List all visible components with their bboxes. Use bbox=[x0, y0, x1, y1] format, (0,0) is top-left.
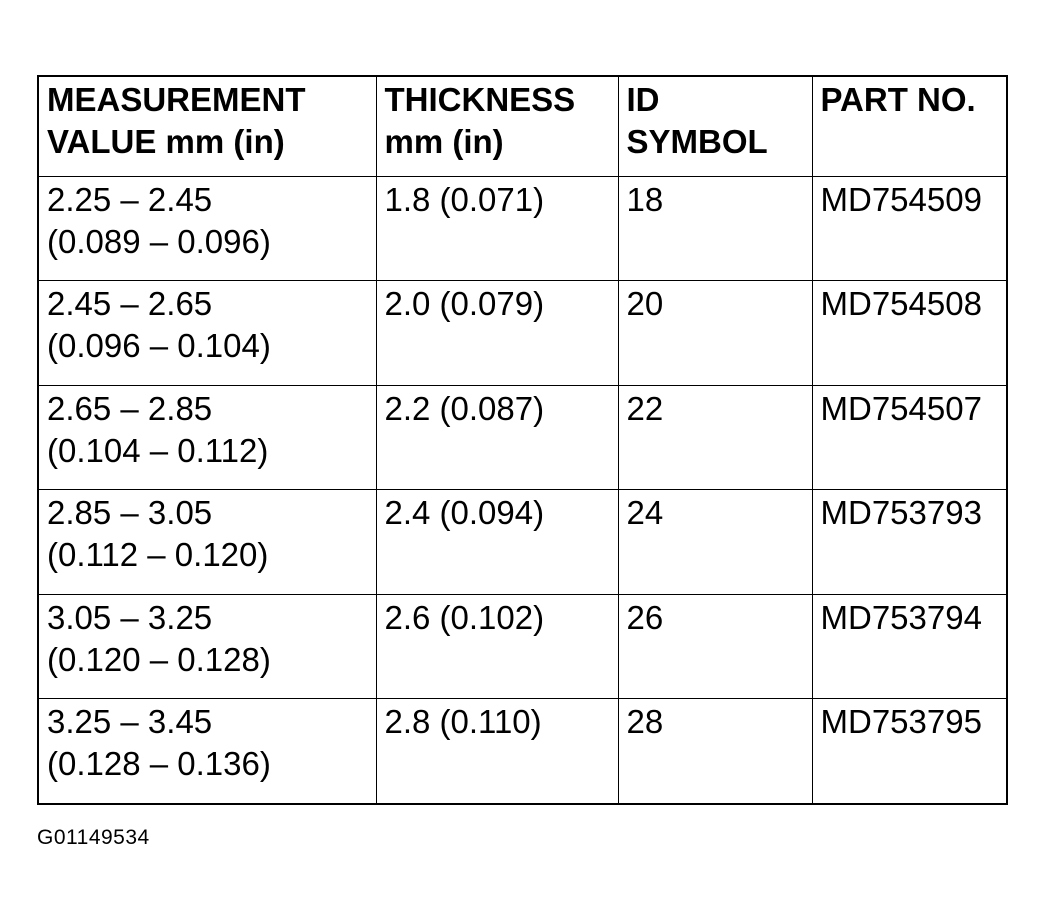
table-row bbox=[38, 594, 1007, 698]
figure-id: G01149534 bbox=[37, 826, 150, 849]
cell-part-no: MD753793 bbox=[812, 490, 1007, 594]
cell-id-symbol: 24 bbox=[618, 490, 812, 594]
cell-measurement bbox=[38, 177, 376, 281]
header-text: mm (in) bbox=[384, 123, 504, 160]
cell-thickness: 2.0 (0.079) bbox=[376, 281, 618, 385]
cell-thickness: 2.4 (0.094) bbox=[376, 490, 618, 594]
cell-id-symbol: 18 bbox=[618, 177, 812, 281]
header-text: PART NO. bbox=[820, 81, 976, 118]
cell-part-no: MD753794 bbox=[812, 594, 1007, 698]
measurement-mm: 3.25 – 3.45 bbox=[47, 703, 213, 741]
table-row bbox=[38, 177, 1007, 281]
cell-thickness: 2.6 (0.102) bbox=[376, 594, 618, 698]
cell-measurement bbox=[38, 385, 376, 489]
header-id-symbol bbox=[618, 76, 812, 177]
measurement-mm: 2.65 – 2.85 bbox=[47, 389, 213, 427]
header-text: ID bbox=[626, 81, 660, 118]
header-text: VALUE mm (in) bbox=[47, 123, 285, 160]
measurement-in: (0.128 – 0.136) bbox=[47, 745, 271, 783]
header-thickness bbox=[376, 76, 618, 177]
measurement-in: (0.096 – 0.104) bbox=[47, 327, 271, 365]
header-text: THICKNESS bbox=[384, 81, 576, 118]
cell-part-no: MD754509 bbox=[812, 177, 1007, 281]
measurement-in: (0.104 – 0.112) bbox=[47, 431, 269, 469]
cell-part-no: MD754507 bbox=[812, 385, 1007, 489]
measurement-in: (0.120 – 0.128) bbox=[47, 640, 271, 678]
cell-measurement bbox=[38, 281, 376, 385]
cell-thickness: 1.8 (0.071) bbox=[376, 177, 618, 281]
header-part-no bbox=[812, 76, 1007, 177]
cell-measurement bbox=[38, 699, 376, 804]
cell-part-no: MD754508 bbox=[812, 281, 1007, 385]
cell-thickness: 2.8 (0.110) bbox=[376, 699, 618, 804]
measurement-in: (0.089 – 0.096) bbox=[47, 223, 271, 260]
measurement-mm: 2.25 – 2.45 bbox=[47, 181, 213, 218]
cell-part-no: MD753795 bbox=[812, 699, 1007, 804]
table-row bbox=[38, 490, 1007, 594]
measurement-mm: 3.05 – 3.25 bbox=[47, 598, 213, 636]
cell-id-symbol: 26 bbox=[618, 594, 812, 698]
header-row bbox=[38, 76, 1007, 177]
header-measurement-value bbox=[38, 76, 376, 177]
header-text: MEASUREMENT bbox=[47, 81, 306, 118]
table-row bbox=[38, 699, 1007, 804]
measurement-mm: 2.85 – 3.05 bbox=[47, 494, 213, 532]
table-row bbox=[38, 281, 1007, 385]
cell-measurement bbox=[38, 490, 376, 594]
cell-id-symbol: 22 bbox=[618, 385, 812, 489]
cell-measurement bbox=[38, 594, 376, 698]
cell-id-symbol: 28 bbox=[618, 699, 812, 804]
spec-table bbox=[37, 75, 1008, 805]
cell-id-symbol: 20 bbox=[618, 281, 812, 385]
header-text: SYMBOL bbox=[626, 123, 768, 160]
measurement-mm: 2.45 – 2.65 bbox=[47, 285, 213, 323]
cell-thickness: 2.2 (0.087) bbox=[376, 385, 618, 489]
table-row bbox=[38, 385, 1007, 489]
measurement-in: (0.112 – 0.120) bbox=[47, 536, 269, 574]
